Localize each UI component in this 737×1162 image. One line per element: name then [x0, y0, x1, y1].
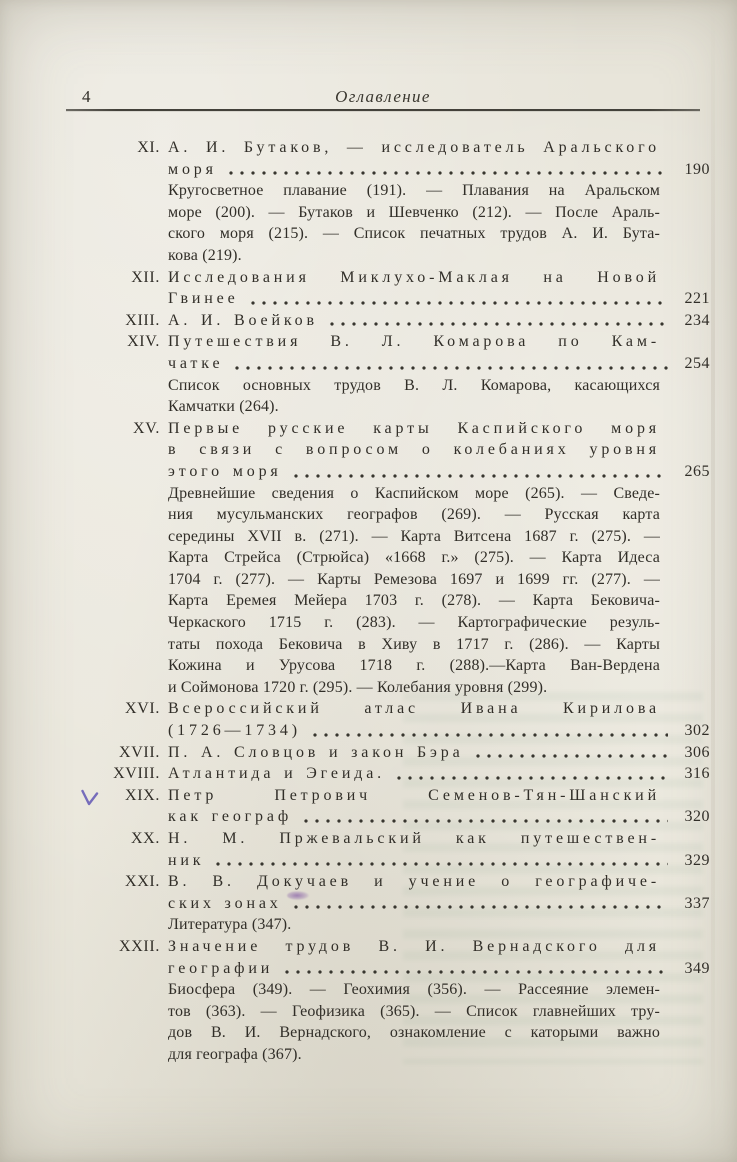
- entry-body: [168, 871, 710, 936]
- entry-numeral: XV.: [133, 419, 160, 437]
- entry-title-line: [168, 137, 710, 159]
- entry-page-number: 254: [684, 354, 710, 372]
- entry-title-text: этого моря: [168, 462, 282, 480]
- toc-entry: [66, 785, 710, 828]
- entry-page-number: 316: [684, 765, 710, 783]
- entry-title-text: Значение трудов В. И. Вернадского для: [168, 937, 660, 955]
- entry-title-text: ских зонах: [168, 894, 282, 912]
- entry-title-text: Н. М. Пржевальский как путешествен-: [168, 830, 660, 847]
- entry-title-line: [168, 763, 710, 785]
- toc-entry: [66, 698, 710, 741]
- entry-page-number: 221: [684, 290, 710, 308]
- paper-crease-artifact: [711, 0, 715, 1162]
- entry-note-line: Камчатки (264).: [168, 398, 279, 416]
- entry-page-number: 349: [684, 959, 710, 977]
- entry-note-line: Карта Стрейса (Стрюйса) «1668 г.» (275). — Карта Идеса: [168, 549, 660, 567]
- entry-title-text: Исследования Миклухо-Маклая на Новой: [168, 268, 660, 286]
- entry-numeral: XVI.: [125, 700, 160, 718]
- entry-note-line: Карта Еремея Мейера 1703 г. (278). — Карта Бековича-: [168, 592, 660, 610]
- entry-title-text: П. А. Словцов и закон Бэра: [168, 743, 464, 761]
- entry-title-line: [168, 439, 710, 461]
- entry-title-text: моря: [168, 160, 217, 178]
- dot-leader: [235, 366, 668, 370]
- entry-numeral: XVIII.: [113, 765, 160, 783]
- entry-title-line: [168, 958, 710, 980]
- entry-body: [168, 418, 710, 699]
- entry-title-line: [168, 893, 710, 915]
- entry-title-text: (1726—1734): [168, 722, 301, 740]
- toc-entry: [66, 742, 710, 764]
- entry-page-number: 302: [684, 722, 710, 740]
- entry-body: [168, 137, 710, 267]
- entry-numeral: XVII.: [119, 743, 160, 761]
- entry-title-text: Всероссийский атлас Ивана Кирилова: [168, 700, 660, 718]
- running-title: Оглавление: [335, 87, 431, 106]
- entry-title-line: [168, 936, 710, 958]
- dot-leader: [294, 905, 668, 909]
- entry-title-line: [168, 331, 710, 353]
- entry-numeral: XXI.: [125, 873, 160, 891]
- entry-title-text: А. И. Бутаков, — исследователь Аральского: [168, 139, 660, 156]
- entry-numeral: XX.: [130, 830, 160, 847]
- entry-title-line: [168, 720, 710, 742]
- toc-entry: [66, 871, 710, 936]
- entry-body: [168, 310, 710, 332]
- entry-body: [168, 936, 710, 1066]
- dot-leader: [330, 322, 668, 326]
- entry-note-line: таты похода Бековича в Хиву в 1717 г. (286). — Карты: [168, 635, 660, 653]
- entry-note-line: и Соймонова 1720 г. (295). — Колебания уровня (299).: [168, 678, 548, 696]
- entry-title-line: [168, 353, 710, 375]
- toc-entry: [66, 763, 710, 785]
- entry-title-line: [168, 288, 710, 310]
- entry-note-line: тов (363). — Геофизика (365). — Список главнейших тру-: [168, 1002, 660, 1020]
- entry-body: [168, 828, 710, 871]
- entry-note-line: Список основных трудов В. Л. Комарова, касающихся: [168, 376, 660, 394]
- entry-numeral: XIX.: [125, 786, 160, 804]
- page-number: 4: [82, 87, 91, 106]
- entry-page-number: 306: [684, 743, 710, 761]
- dot-leader: [397, 776, 668, 780]
- entry-body: [168, 267, 710, 310]
- entry-note-line: Литература (347).: [168, 916, 292, 934]
- entry-title-line: [168, 785, 710, 807]
- entry-note-line: для географа (367).: [168, 1045, 302, 1063]
- entry-title-text: Петр Петрович Семенов-Тян-Шанский: [168, 786, 660, 804]
- entry-note-line: Древнейшие сведения о Каспийском море (265). — Сведе-: [168, 484, 660, 502]
- entry-title-line: [168, 267, 710, 289]
- entry-numeral: XII.: [131, 268, 160, 286]
- entry-title-text: Первые русские карты Каспийского моря: [168, 419, 660, 437]
- dot-leader: [294, 474, 668, 478]
- entry-note-line: ского моря (215). — Список печатных трудов А. И. Бута-: [168, 225, 660, 243]
- entry-numeral: XIII.: [125, 311, 160, 329]
- dot-leader: [476, 754, 668, 758]
- toc-entry: [66, 267, 710, 310]
- toc-entry: [66, 331, 710, 417]
- entry-note-line: Черкаского 1715 г. (283). — Картографические резуль-: [168, 614, 660, 632]
- entry-title-line: [168, 698, 710, 720]
- entry-title-text: как географ: [168, 808, 293, 826]
- entry-title-line: [168, 806, 710, 828]
- header-rule: [66, 109, 700, 111]
- entry-note-line: 1704 г. (277). — Карты Ремезова 1697 и 1699 гг. (277). —: [168, 570, 660, 588]
- entry-body: [168, 698, 710, 741]
- entry-numeral: XIV.: [127, 333, 160, 351]
- entry-title-text: в связи с вопросом о колебаниях уровня: [168, 441, 660, 459]
- entry-title-text: географии: [168, 959, 274, 977]
- entry-title-line: [168, 418, 710, 440]
- entry-title-text: В. В. Докучаев и учение о географиче-: [168, 873, 660, 891]
- entry-note-line: ния мусульманских географов (269). — Русская карта: [168, 506, 660, 524]
- entry-title-text: А. И. Воейков: [168, 311, 318, 329]
- ink-smudge-artifact: [287, 891, 309, 900]
- entry-title-text: Гвинее: [168, 290, 239, 308]
- entry-body: [168, 785, 710, 828]
- entry-title-text: ник: [168, 851, 205, 869]
- dot-leader: [313, 733, 668, 737]
- entry-title-line: [168, 461, 710, 483]
- entry-title-line: [168, 310, 710, 332]
- entry-note-line: дов В. И. Вернадского, ознакомление с каторыми важно: [168, 1024, 660, 1042]
- entry-title-text: Атлантида и Эгеида.: [168, 765, 385, 783]
- toc-entry: [66, 828, 710, 871]
- entry-note-line: кова (219).: [168, 246, 242, 264]
- entry-title-line: [168, 828, 710, 850]
- entry-note-line: Биосфера (349). — Геохимия (356). — Рассеяние элемен-: [168, 981, 660, 999]
- entry-page-number: 320: [684, 808, 710, 826]
- entry-note-line: море (200). — Бутаков и Шевченко (212). — После Араль-: [168, 203, 660, 221]
- entry-title-text: чатке: [168, 354, 224, 372]
- entry-note-line: Кожина и Урусова 1718 г. (288).—Карта Ван-Вердена: [168, 657, 660, 675]
- dot-leader: [229, 171, 668, 175]
- dot-leader: [285, 970, 668, 974]
- entry-title-line: [168, 742, 710, 764]
- dot-leader: [216, 862, 668, 866]
- entry-body: [168, 763, 710, 785]
- entry-page-number: 190: [684, 160, 710, 178]
- entry-title-line: [168, 850, 710, 872]
- pen-checkmark-artifact: [80, 787, 100, 809]
- entry-body: [168, 742, 710, 764]
- entry-page-number: 234: [684, 311, 710, 329]
- entry-numeral: XXII.: [119, 937, 160, 955]
- entry-body: [168, 331, 710, 417]
- entry-note-line: Кругосветное плавание (191). — Плавания на Аральском: [168, 182, 660, 200]
- toc-entry: [66, 310, 710, 332]
- dot-leader: [304, 819, 668, 823]
- entry-page-number: 337: [684, 894, 710, 912]
- toc-entry: [66, 418, 710, 699]
- toc-entry: [66, 137, 710, 267]
- entry-title-text: Путешествия В. Л. Комарова по Кам-: [168, 333, 660, 351]
- entry-page-number: 265: [684, 462, 710, 480]
- dot-leader: [251, 301, 668, 305]
- entry-note-line: середины XVII в. (271). — Карта Витсена 1687 г. (275). —: [168, 527, 660, 545]
- entry-title-line: [168, 871, 710, 893]
- toc-entry: [66, 936, 710, 1066]
- entry-numeral: XI.: [137, 139, 160, 156]
- toc-list: [66, 137, 710, 1066]
- entry-page-number: 329: [684, 851, 710, 869]
- entry-title-line: [168, 159, 710, 181]
